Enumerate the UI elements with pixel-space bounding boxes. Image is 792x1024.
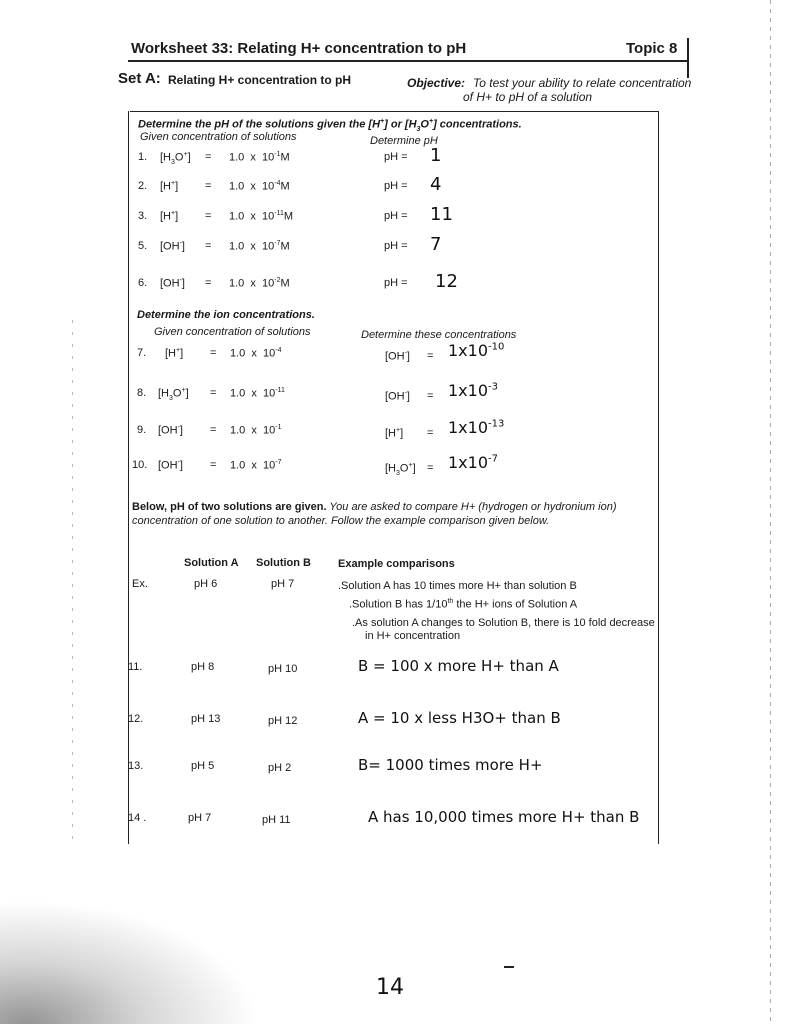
species: [OH-] [158,424,183,437]
handwritten-answer: $1x10^{-3}$ [448,381,498,400]
concentration: 1.0 x $10^{-7}M$ [229,240,290,253]
row-number: 10. [132,459,148,471]
header-rule [128,60,687,62]
species: [OH-] [160,277,185,290]
equals: = [210,424,217,436]
concentration: 1.0 x $10^{-4}$ [230,347,282,360]
species: [OH-] [158,459,183,472]
row-number: 11. [128,661,143,673]
part1-col-given: Given concentration of solutions [140,131,297,143]
scan-left-edge [72,320,73,840]
objective-line2: of H+ to pH of a solution [463,90,593,104]
ph-label: pH = [384,240,408,252]
solution-a-ph: pH 7 [188,812,212,824]
handwritten-answer: 11 [430,204,453,225]
example-line1: .Solution A has 10 times more H+ than solution B [338,580,577,592]
target-species: [OH-] [385,390,410,403]
col-solution-b: Solution B [256,557,311,569]
equals: = [205,151,212,163]
equals: = [210,459,217,471]
species: [H+] [160,180,179,193]
row-number: 6. [138,277,148,289]
topic-label: Topic 8 [626,40,678,57]
page-number: 14 [376,975,404,1000]
handwritten-comparison: B= 1000 times more H+ [358,756,543,774]
handwritten-answer: 12 [435,271,458,292]
set-a-label: Set A: [118,70,161,87]
solution-b-ph: pH 10 [268,663,298,675]
box-right [658,111,659,844]
handwritten-answer: 7 [430,234,442,255]
header-right-rule [687,38,689,78]
concentration: 1.0 x $10^{-11}$ [230,387,285,400]
row-number: 12. [128,713,144,725]
handwritten-comparison: A = 10 x less H3O+ than B [358,709,561,727]
col-example: Example comparisons [338,558,455,570]
handwritten-answer: 4 [430,174,442,195]
row-number: 2. [138,180,148,192]
target-species: $[H_3O^+]$ [385,462,416,477]
row-number: 9. [137,424,147,436]
target-equals: = [427,462,434,474]
equals: = [210,347,217,359]
species: [OH-] [160,240,185,253]
example-b: pH 7 [271,578,295,590]
stray-mark [504,966,514,968]
concentration: 1.0 x $10^{-4}M$ [229,180,290,193]
row-number: 14 . [128,812,147,824]
handwritten-comparison: B = 100 x more H+ than A [358,657,559,675]
example-num: Ex. [132,578,148,590]
solution-b-ph: pH 11 [262,814,291,826]
equals: = [210,387,217,399]
equals: = [205,210,212,222]
part1-instruction: Determine the pH of the solutions given the [H+] or $[H_3O^+]$ concentrations. [138,118,522,133]
ph-label: pH = [384,151,408,163]
solution-b-ph: pH 2 [268,762,292,774]
species: [H+] [160,210,179,223]
ph-label: pH = [384,277,408,289]
row-number: 3. [138,210,148,222]
species: $[H_3O^+]$ [158,387,189,402]
target-species: [OH-] [385,350,410,363]
target-equals: = [427,350,434,362]
handwritten-answer: $1x10^{-10}$ [448,341,505,360]
handwritten-answer: 1 [430,145,442,166]
ph-label: pH = [384,210,408,222]
objective-label: Objective: [407,76,466,90]
example-line3: .As solution A changes to Solution B, there is 10 fold decrease [352,617,655,629]
row-number: 5. [138,240,148,252]
concentration: 1.0 x $10^{-1}$ [230,424,282,437]
row-number: 1. [138,151,148,163]
solution-b-ph: pH 12 [268,715,298,727]
equals: = [205,277,212,289]
worksheet-title: Worksheet 33: Relating H+ concentration to pH [131,40,467,57]
row-number: 7. [137,347,147,359]
concentration: 1.0 x $10^{-1}M$ [229,151,290,164]
part2-col-determine: Determine these concentrations [361,329,517,341]
handwritten-answer: $1x10^{-13}$ [448,418,505,437]
box-top [130,111,658,112]
equals: = [205,240,212,252]
objective-line1: To test your ability to relate concentration [473,76,692,90]
row-number: 8. [137,387,147,399]
target-species: [H+] [385,427,404,440]
box-left [128,111,129,844]
part2-col-given: Given concentration of solutions [154,326,311,338]
part3-intro: Below, pH of two solutions are given. You are asked to compare H+ (hydrogen or hydronium ion) concentration of one solution to another. Follow the example comparison given below. [132,501,617,527]
row-number: 13. [128,760,144,772]
ph-label: pH = [384,180,408,192]
equals: = [205,180,212,192]
col-solution-a: Solution A [184,557,239,569]
scan-right-edge [770,0,771,1024]
species: [H+] [165,347,184,360]
concentration: 1.0 x $10^{-11}M$ [229,210,294,223]
concentration: 1.0 x $10^{-7}$ [230,459,282,472]
example-a: pH 6 [194,578,218,590]
example-line4: in H+ concentration [365,630,461,642]
example-line2: .Solution B has 1/10th the H+ ions of Solution A [349,598,578,611]
solution-a-ph: pH 5 [191,760,215,772]
scan-noise [0,900,260,1024]
concentration: 1.0 x $10^{-2}M$ [229,277,290,290]
handwritten-comparison: A has 10,000 times more H+ than B [368,808,640,826]
part1-col-determine: Determine pH [370,135,438,147]
solution-a-ph: pH 8 [191,661,215,673]
handwritten-answer: $1x10^{-7}$ [448,453,498,472]
set-a-subtitle: Relating H+ concentration to pH [168,73,352,87]
target-equals: = [427,390,434,402]
part2-instruction: Determine the ion concentrations. [137,309,315,321]
solution-a-ph: pH 13 [191,713,221,725]
species: $[H_3O^+]$ [160,151,191,166]
target-equals: = [427,427,434,439]
